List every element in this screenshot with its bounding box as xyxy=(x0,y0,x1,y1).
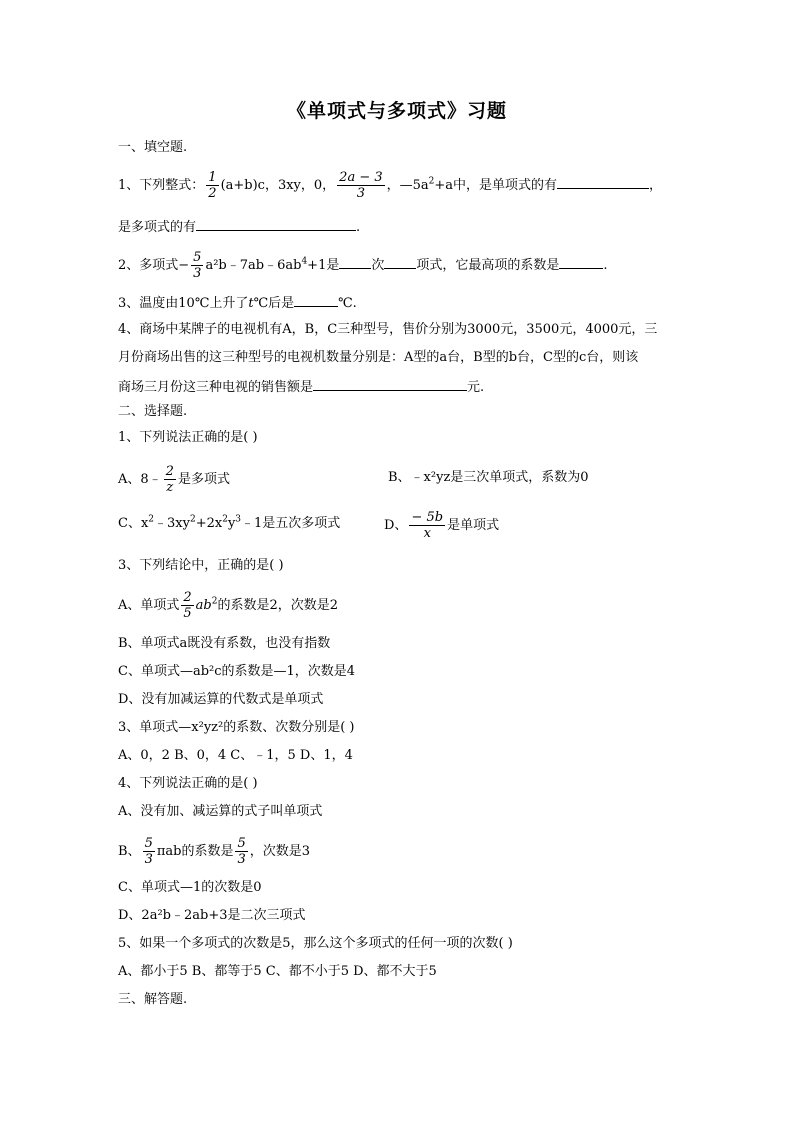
q1-text-d: +a中，是单项式的有 xyxy=(434,178,558,193)
answer-blank[interactable] xyxy=(384,254,416,269)
fraction: $\frac{2a - 3}{3}$ xyxy=(339,170,383,201)
choice-1-option-c: C、$x^2﹣3xy^2+2x^2y^3﹣1$是五次多项式 xyxy=(118,514,341,531)
question-2: 2、多项式− $\frac{5}{3}$ $a^2b﹣7ab﹣6ab^4+1$是 次 项式，它最高项的系数是 . xyxy=(118,250,608,281)
answer-blank[interactable] xyxy=(559,254,603,269)
choice-1-option-d: D、 $\frac{- 5b}{x}$ 是单项式 xyxy=(384,510,500,541)
choice-1-option-a: A、8﹣ $\frac{2}{z}$ 是多项式 xyxy=(118,464,230,495)
choice-2-stem: 3、下列结论中，正确的是( ) xyxy=(118,558,284,573)
choice-4-option-a: A、没有加、减运算的式子叫单项式 xyxy=(118,804,323,819)
fraction: $\frac{5}{3}$ xyxy=(237,836,246,867)
q1-text-a: 1、下列整式： xyxy=(118,178,205,193)
answer-blank[interactable] xyxy=(294,292,338,307)
choice-5-options: A、都小于5 B、都等于5 C、都不小于5 D、都不大于5 xyxy=(118,964,437,979)
question-1-cont: 是多项式的有 . xyxy=(118,216,360,238)
page-title: 《单项式与多项式》习题 xyxy=(286,100,507,122)
fraction: $\frac{- 5b}{x}$ xyxy=(411,510,444,541)
question-4-line-2: 月份商场出售的这三种型号的电视机数量分别是：A型的a台，B型的b台，C型的c台，则该 xyxy=(118,350,639,365)
question-1: 1、下列整式： $\frac{1}{2}$ (a+b)c，3xy，0， $\frac{2a - 3}{3}$ ，$—5a^2+a$中，是单项式的有 ， xyxy=(118,170,663,201)
question-4-line-1: 4、商场中某牌子的电视机有A，B，C三种型号，售价分别为3000元，3500元，4000元，三 xyxy=(118,322,658,337)
fraction: $\frac{2}{5}$ xyxy=(183,590,192,621)
q1-text-c: ，—5a xyxy=(386,178,429,193)
question-4-line-3: 商场三月份这三种电视的销售额是 元. xyxy=(118,376,484,398)
question-3: 3、温度由10℃上升了t℃后是 ℃. xyxy=(118,292,357,314)
choice-3-stem: 3、单项式—x²yz²的系数、次数分别是( ) xyxy=(118,720,355,735)
choice-4-option-b: B、 $\frac{5}{3}$ πab的系数是 $\frac{5}{3}$ ，次数是3 xyxy=(118,836,311,867)
fraction: $\frac{2}{z}$ xyxy=(165,464,174,495)
choice-2-option-b: B、单项式a既没有系数，也没有指数 xyxy=(118,636,331,651)
choice-3-options: A、0，2 B、0，4 C、﹣1，5 D、1，4 xyxy=(118,748,353,763)
choice-2-option-c: C、单项式—ab²c的系数是—1，次数是4 xyxy=(118,664,356,679)
choice-1-option-b: B、﹣x²yz是三次单项式，系数为0 xyxy=(388,470,589,485)
choice-4-stem: 4、下列说法正确的是( ) xyxy=(118,776,258,791)
answer-blank[interactable] xyxy=(196,216,356,231)
choice-2-option-a: A、单项式 $\frac{2}{5}$ $ab^2$的系数是2，次数是2 xyxy=(118,590,339,621)
answer-blank[interactable] xyxy=(557,174,649,189)
fraction: $\frac{5}{3}$ xyxy=(144,836,153,867)
q1-text-b: (a+b)c，3xy，0， xyxy=(220,178,336,193)
choice-4-option-c: C、单项式—1的次数是0 xyxy=(118,880,262,895)
choice-1-stem: 1、下列说法正确的是( ) xyxy=(118,430,258,445)
section-choice-heading: 二、选择题. xyxy=(118,404,188,419)
fraction: $\frac{5}{3}$ xyxy=(193,250,202,281)
choice-4-option-d: D、2a²b﹣2ab+3是二次三项式 xyxy=(118,908,306,923)
fraction: $\frac{1}{2}$ xyxy=(208,170,217,201)
section-solve-heading: 三、解答题. xyxy=(118,992,188,1007)
choice-5-stem: 5、如果一个多项式的次数是5，那么这个多项式的任何一项的次数( ) xyxy=(118,936,513,951)
choice-2-option-d: D、没有加减运算的代数式是单项式 xyxy=(118,692,324,707)
answer-blank[interactable] xyxy=(339,254,371,269)
answer-blank[interactable] xyxy=(313,376,467,391)
section-fill-heading: 一、填空题. xyxy=(118,140,188,155)
